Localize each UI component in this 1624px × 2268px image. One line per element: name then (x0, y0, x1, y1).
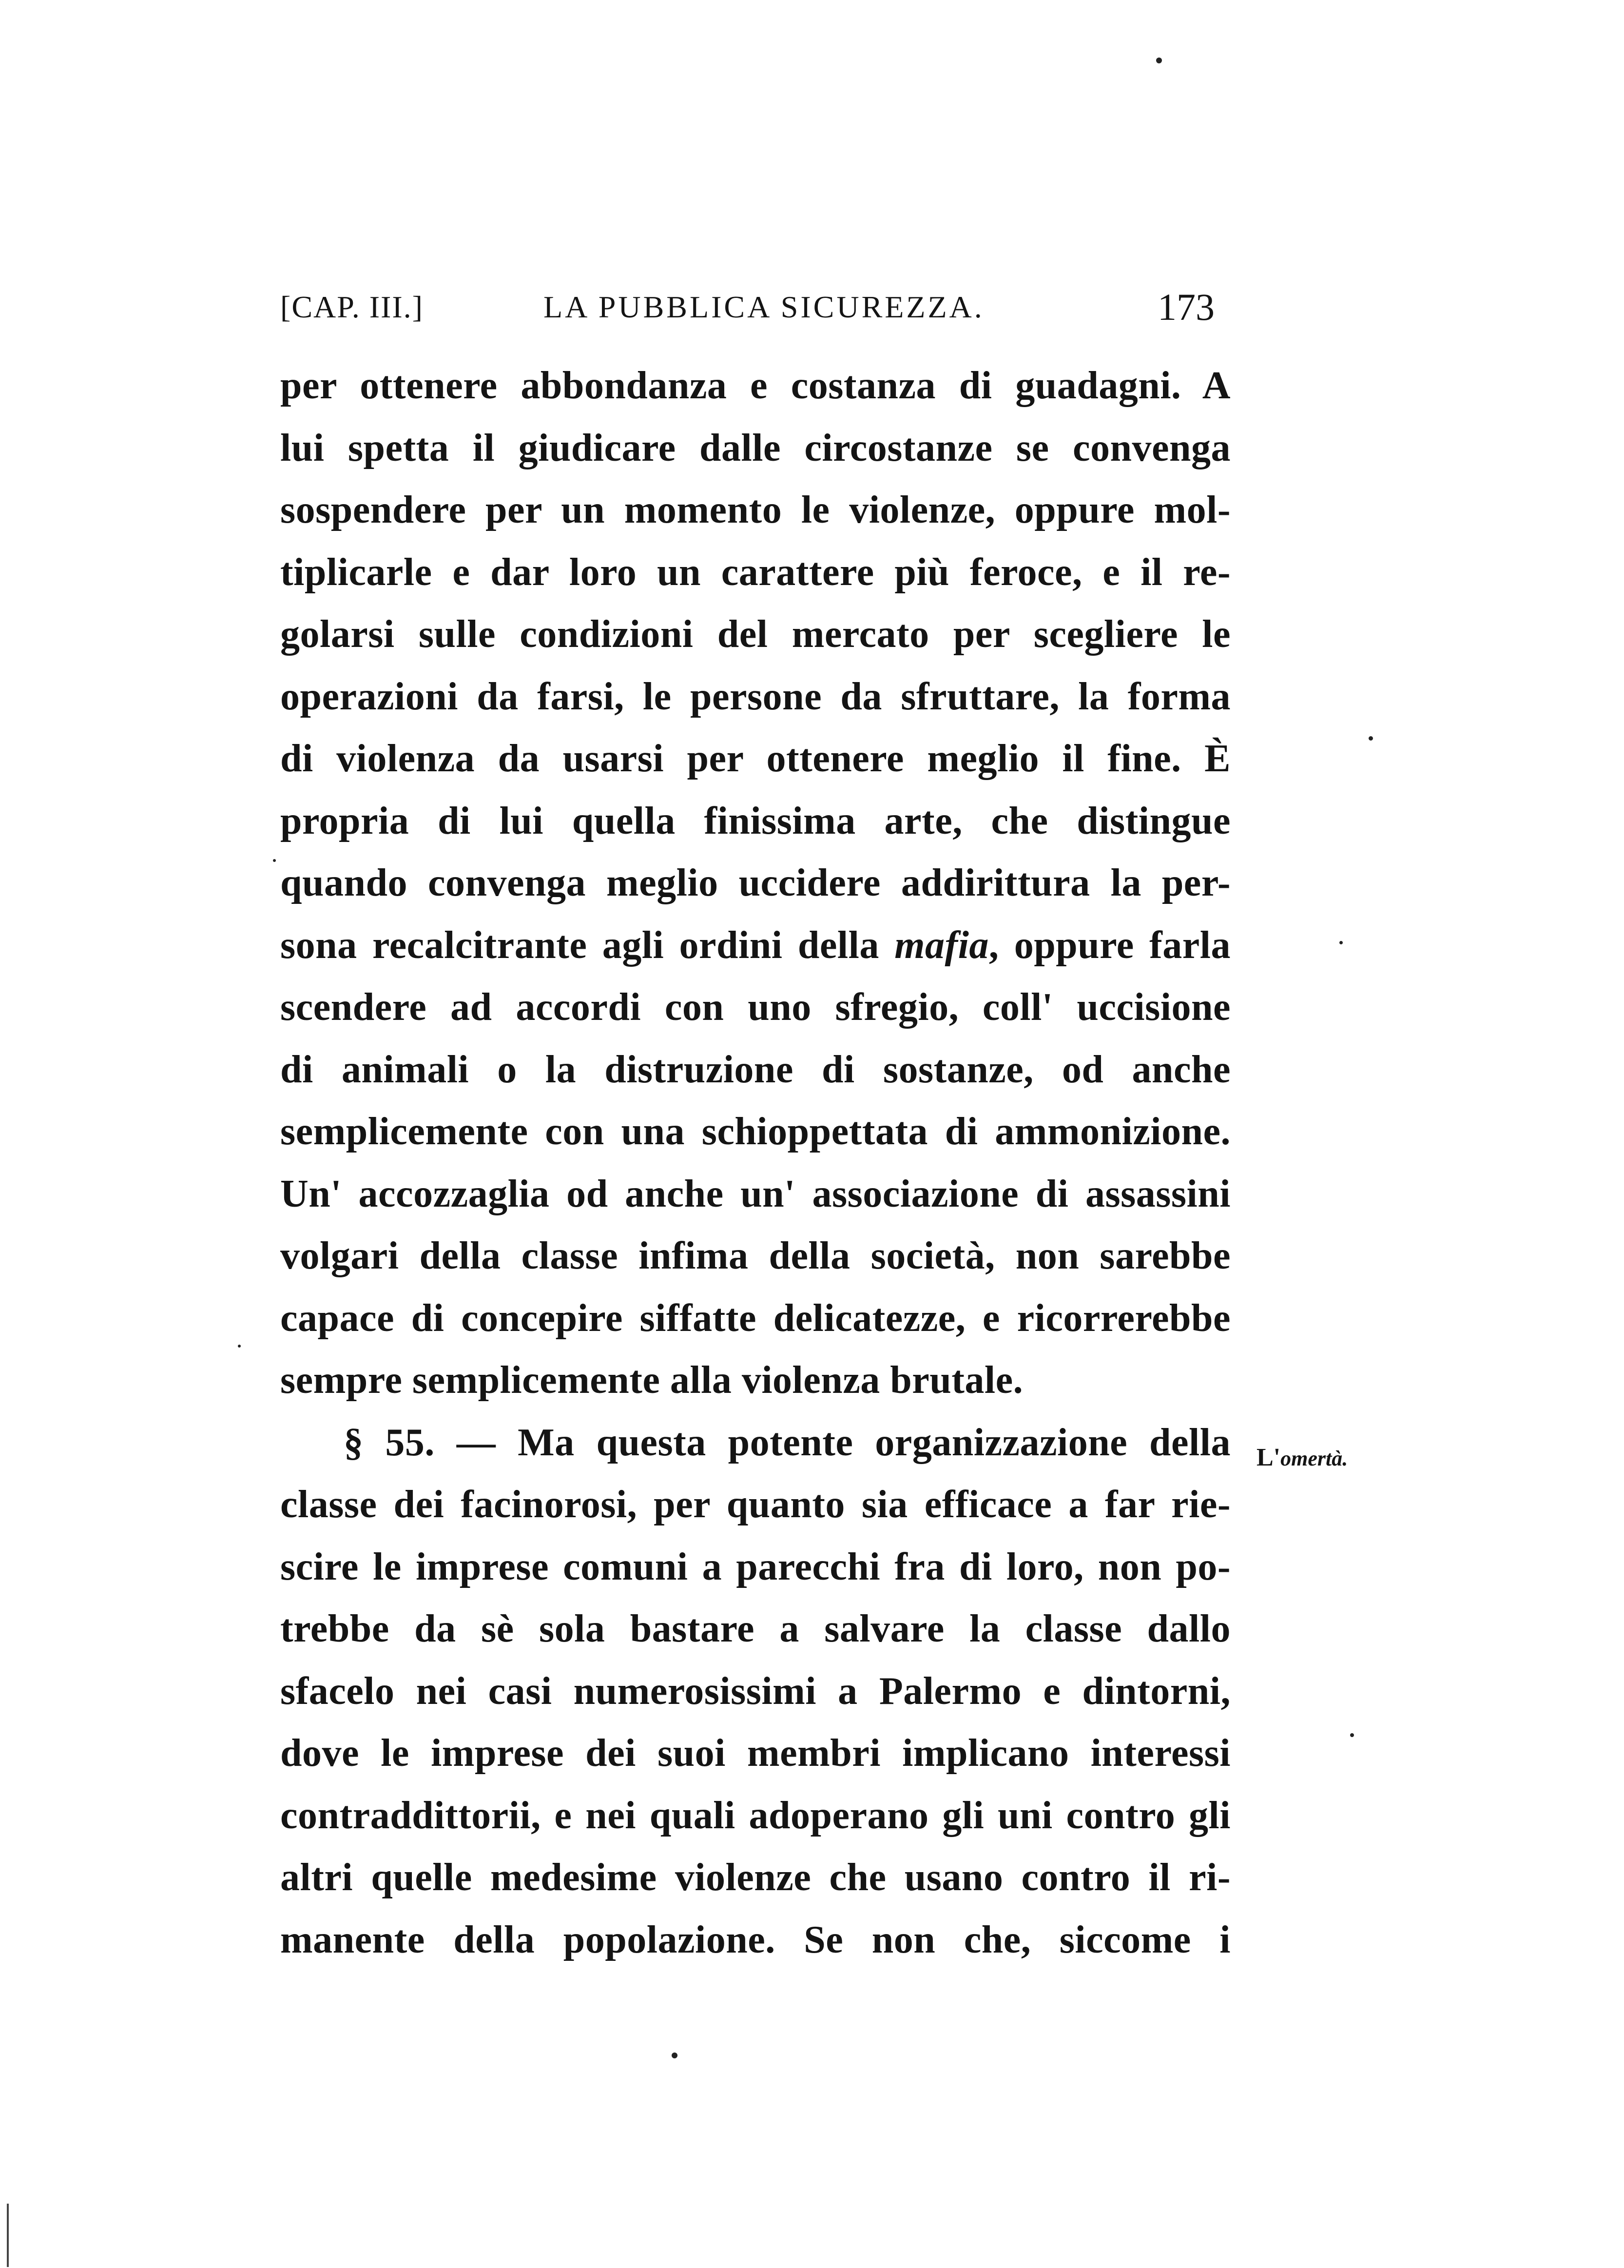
margin-note-prefix: L' (1257, 1444, 1281, 1471)
text-line: contraddittorii, e nei quali adoperano gli uni contro gli (280, 1794, 1231, 1837)
text-line: scire le imprese comuni a parecchi fra di loro, non po- (280, 1545, 1231, 1588)
text-line: tiplicarle e dar loro un carattere più feroce, e il re- (280, 550, 1231, 594)
scan-edge-mark (7, 2204, 9, 2267)
text-line: volgari della classe infima della società, non sarebbe (280, 1234, 1231, 1277)
text-line: di violenza da usarsi per ottenere meglio il fine. È (280, 737, 1231, 780)
paragraph-end-line: sempre semplicemente alla violenza brutale. (280, 1359, 1024, 1402)
text-line: dove le imprese dei suoi membri implicano interessi (280, 1732, 1231, 1775)
text-line: trebbe da sè sola bastare a salvare la classe dallo (280, 1607, 1231, 1650)
running-head (0, 283, 1624, 332)
scan-speck (1350, 1733, 1354, 1737)
scan-speck (238, 1345, 241, 1348)
text-line: scendere ad accordi con uno sfregio, coll' uccisione (280, 986, 1231, 1029)
text-line: golarsi sulle condizioni del mercato per scegliere le (280, 613, 1231, 656)
scan-speck (1369, 736, 1373, 741)
text-line: quando convenga meglio uccidere addirittura la per- (280, 861, 1231, 904)
section-55-start-line: § 55. — Ma questa potente organizzazione della (344, 1421, 1231, 1464)
italic-word: mafia (894, 923, 989, 967)
text-line: sospendere per un momento le violenze, oppure mol- (280, 489, 1231, 531)
text-line: manente della popolazione. Se non che, siccome i (280, 1918, 1231, 1961)
page-number: 173 (1158, 286, 1215, 328)
scan-speck (1156, 58, 1162, 63)
margin-note (1257, 1438, 1348, 1478)
margin-note-word: omertà. (1280, 1447, 1348, 1470)
text-line: sona recalcitrante agli ordini della mafia, oppure farla (280, 923, 1231, 967)
text-line: lui spetta il giudicare dalle circostanze se convenga (280, 426, 1231, 469)
text-line: di animali o la distruzione di sostanze, od anche (280, 1048, 1231, 1091)
text-line: sfacelo nei casi numerosissimi a Palermo e dintorni, (280, 1669, 1231, 1713)
chapter-label: [CAP. III.] (280, 290, 424, 324)
scan-speck (273, 859, 276, 862)
body-text (280, 355, 1231, 1971)
section-title: LA PUBBLICA SICUREZZA. (543, 290, 985, 324)
text-line: capace di concepire siffatte delicatezze, e ricorrerebbe (280, 1296, 1231, 1340)
scan-speck (672, 2053, 677, 2058)
text-line: classe dei facinorosi, per quanto sia efficace a far rie- (280, 1483, 1231, 1526)
scan-speck (1339, 941, 1343, 944)
text-line: altri quelle medesime violenze che usano contro il ri- (280, 1856, 1231, 1899)
text-line: Un' accozzaglia od anche un' associazione di assassini (280, 1172, 1231, 1215)
text-line: operazioni da farsi, le persone da sfruttare, la forma (280, 675, 1231, 718)
text-line: propria di lui quella finissima arte, che distingue (280, 799, 1231, 842)
text-line: semplicemente con una schioppettata di ammonizione. (280, 1110, 1231, 1153)
text-line: per ottenere abbondanza e costanza di guadagni. A (280, 364, 1231, 407)
